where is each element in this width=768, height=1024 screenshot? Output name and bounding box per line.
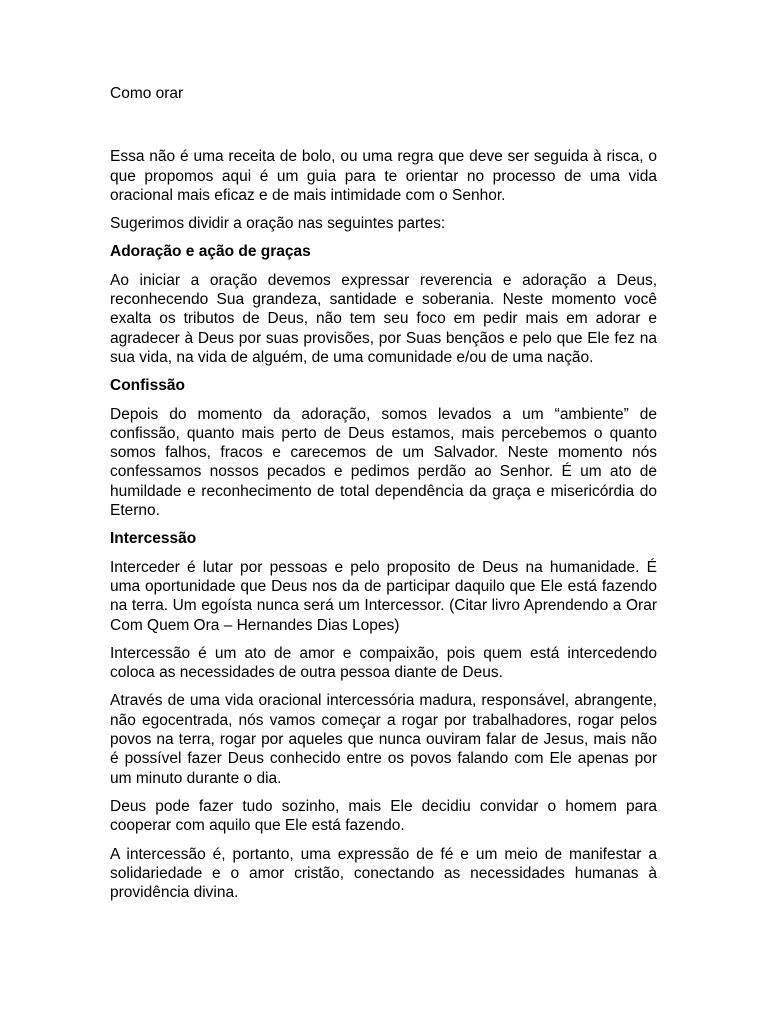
section-paragraph: Depois do momento da adoração, somos levados a um “ambiente” de confissão, quanto mais perto de Deus estamos, mais percebemos o quanto somos falhos, fracos e carecemos de um Salvador. Neste momento nós confessamos nossos pecados e pedimos perdão ao Senhor. É um ato de humildade e reconhecimento de total dependência da graça e misericórdia do Eterno. — [110, 405, 657, 520]
document-page — [110, 84, 657, 911]
intro-paragraph: Sugerimos dividir a oração nas seguintes partes: — [110, 215, 446, 233]
section-paragraph: Através de uma vida oracional intercessória madura, responsável, abrangente, não egocentrada, nós vamos começar a rogar por trabalhadores, rogar pelos povos na terra, rogar por aqueles que nunca ouviram falar de Jesus, mais não é possível fazer Deus conhecido entre os povos falando com Ele apenas por um minuto durante o dia. — [110, 692, 657, 787]
section-paragraph: Deus pode fazer tudo sozinho, mais Ele decidiu convidar o homem para cooperar com aquilo que Ele está fazendo. — [110, 797, 657, 835]
section-paragraph: A intercessão é, portanto, uma expressão de fé e um meio de manifestar a solidariedade e o amor cristão, conectando as necessidades humanas à providência divina. — [110, 845, 657, 902]
section-heading-intercessao: Intercessão — [110, 530, 197, 548]
section-paragraph: Intercessão é um ato de amor e compaixão, pois quem está intercedendo coloca as necessidades de outra pessoa diante de Deus. — [110, 644, 657, 682]
section-paragraph: Interceder é lutar por pessoas e pelo proposito de Deus na humanidade. É uma oportunidade que Deus nos da de participar daquilo que Ele está fazendo na terra. Um egoísta nunca será um Intercessor. (Citar livro Aprendendo a Orar Com Quem Ora – Hernandes Dias Lopes) — [110, 558, 657, 634]
document-title: Como orar — [110, 85, 184, 102]
section-heading-adoracao: Adoração e ação de graças — [110, 243, 311, 261]
section-paragraph: Ao iniciar a oração devemos expressar reverencia e adoração a Deus, reconhecendo Sua grandeza, santidade e soberania. Neste momento você exalta os tributos de Deus, não tem seu foco em pedir mais em adorar e agradecer à Deus por suas provisões, por Suas bençãos e pelo que Ele fez na sua vida, na vida de alguém, de uma comunidade e/ou de uma nação. — [110, 271, 657, 366]
intro-paragraph: Essa não é uma receita de bolo, ou uma regra que deve ser seguida à risca, o que propomos aqui é um guia para te orientar no processo de uma vida oracional mais eficaz e de mais intimidade com o Senhor. — [110, 148, 657, 204]
section-heading-confissao: Confissão — [110, 377, 185, 395]
